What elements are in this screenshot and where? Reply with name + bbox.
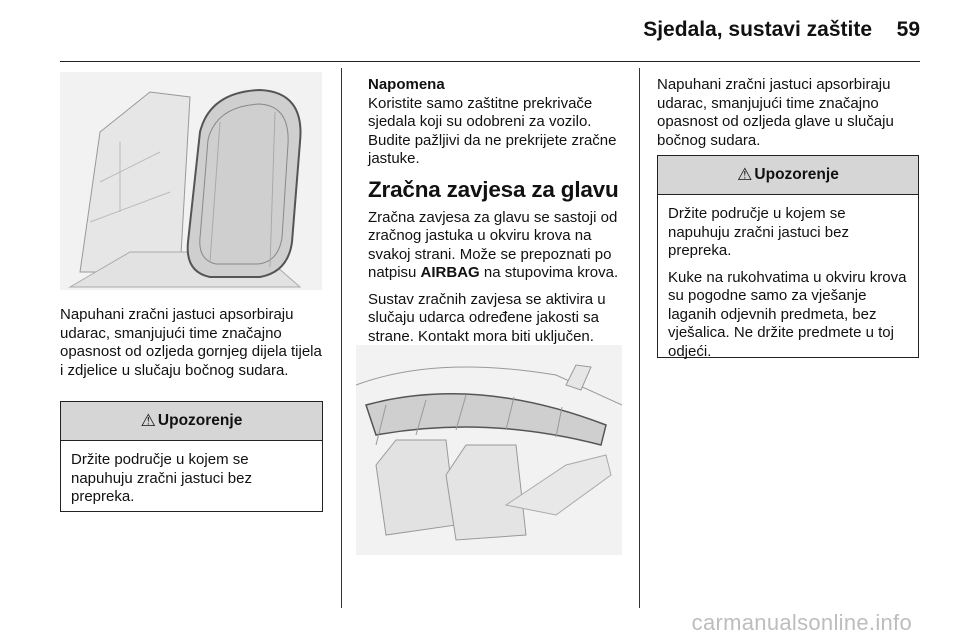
note-title: Napomena <box>368 76 445 93</box>
note-text: Koristite samo zaštitne prekrivače sjedala koji su odobreni za vozilo. Budite pažljivi da ne prekrijete zračne jastuke. <box>368 94 617 167</box>
column-3 <box>657 76 919 158</box>
col2-para1-text: Zračna zavjesa za glavu se sastoji od zračnog jastuka u okviru krova na svakoj strani. Može se prepoznati po natpisu <box>368 208 618 281</box>
airbag-label: AIRBAG <box>420 264 480 281</box>
col1-warning-box <box>60 401 323 512</box>
warning-triangle-icon: ⚠ <box>737 165 753 184</box>
col3-warning-header <box>658 156 918 195</box>
col1-warning-header <box>61 402 322 441</box>
col1-paragraph: Napuhani zračni jastuci apsorbiraju udarac, smanjujući time značajno opasnost od ozljeda gornjeg dijela tijela i zdjelice u slučaju bočnog sudara. <box>60 306 322 379</box>
col2-paragraph-2: Sustav zračnih zavjesa se aktivira u slučaju udarca određene jakosti sa strane. Kontakt mora biti uključen. <box>368 290 606 345</box>
col1-warning-text: Držite područje u kojem se napuhuju zračni jastuci bez prepreka. <box>71 451 252 505</box>
col3-warning-body <box>658 195 918 375</box>
col2-paragraph-1 <box>368 209 626 283</box>
header-rule <box>60 61 920 62</box>
col3-warning-box <box>657 155 919 358</box>
column-divider-2 <box>639 68 640 608</box>
col2-para1-end: na stupovima krova. <box>479 264 619 281</box>
col1-warning-body <box>61 441 322 521</box>
seat-airbag-drawing <box>60 72 322 290</box>
column-2 <box>368 76 626 354</box>
side-airbag-illustration <box>60 72 322 290</box>
watermark: carmanualsonline.info <box>691 610 912 635</box>
warning-triangle-icon: ⚠ <box>140 411 156 430</box>
car-interior-drawing <box>356 345 622 555</box>
col1-warning-title: Upozorenje <box>157 412 243 429</box>
column-1 <box>60 306 325 388</box>
col3-warning-title: Upozorenje <box>754 166 839 183</box>
col3-paragraph: Napuhani zračni jastuci apsorbiraju udarac, smanjujući time značajno opasnost od ozljeda glave u slučaju bočnog sudara. <box>657 76 894 149</box>
page-header <box>0 0 960 60</box>
page-number: 59 <box>896 18 920 41</box>
column-divider-1 <box>341 68 342 608</box>
section-title: Zračna zavjesa za glavu <box>368 176 619 202</box>
col3-warning-text-2: Kuke na rukohvatima u okviru krova su pogodne samo za vješanje laganih odjevnih predmeta, bez vješalica. Ne držite predmete u toj odjeći. <box>668 268 907 360</box>
page-title: Sjedala, sustavi zaštite <box>643 18 872 41</box>
curtain-airbag-illustration <box>356 345 622 555</box>
col3-warning-text-1: Držite područje u kojem se napuhuju zračni jastuci bez prepreka. <box>668 205 849 259</box>
